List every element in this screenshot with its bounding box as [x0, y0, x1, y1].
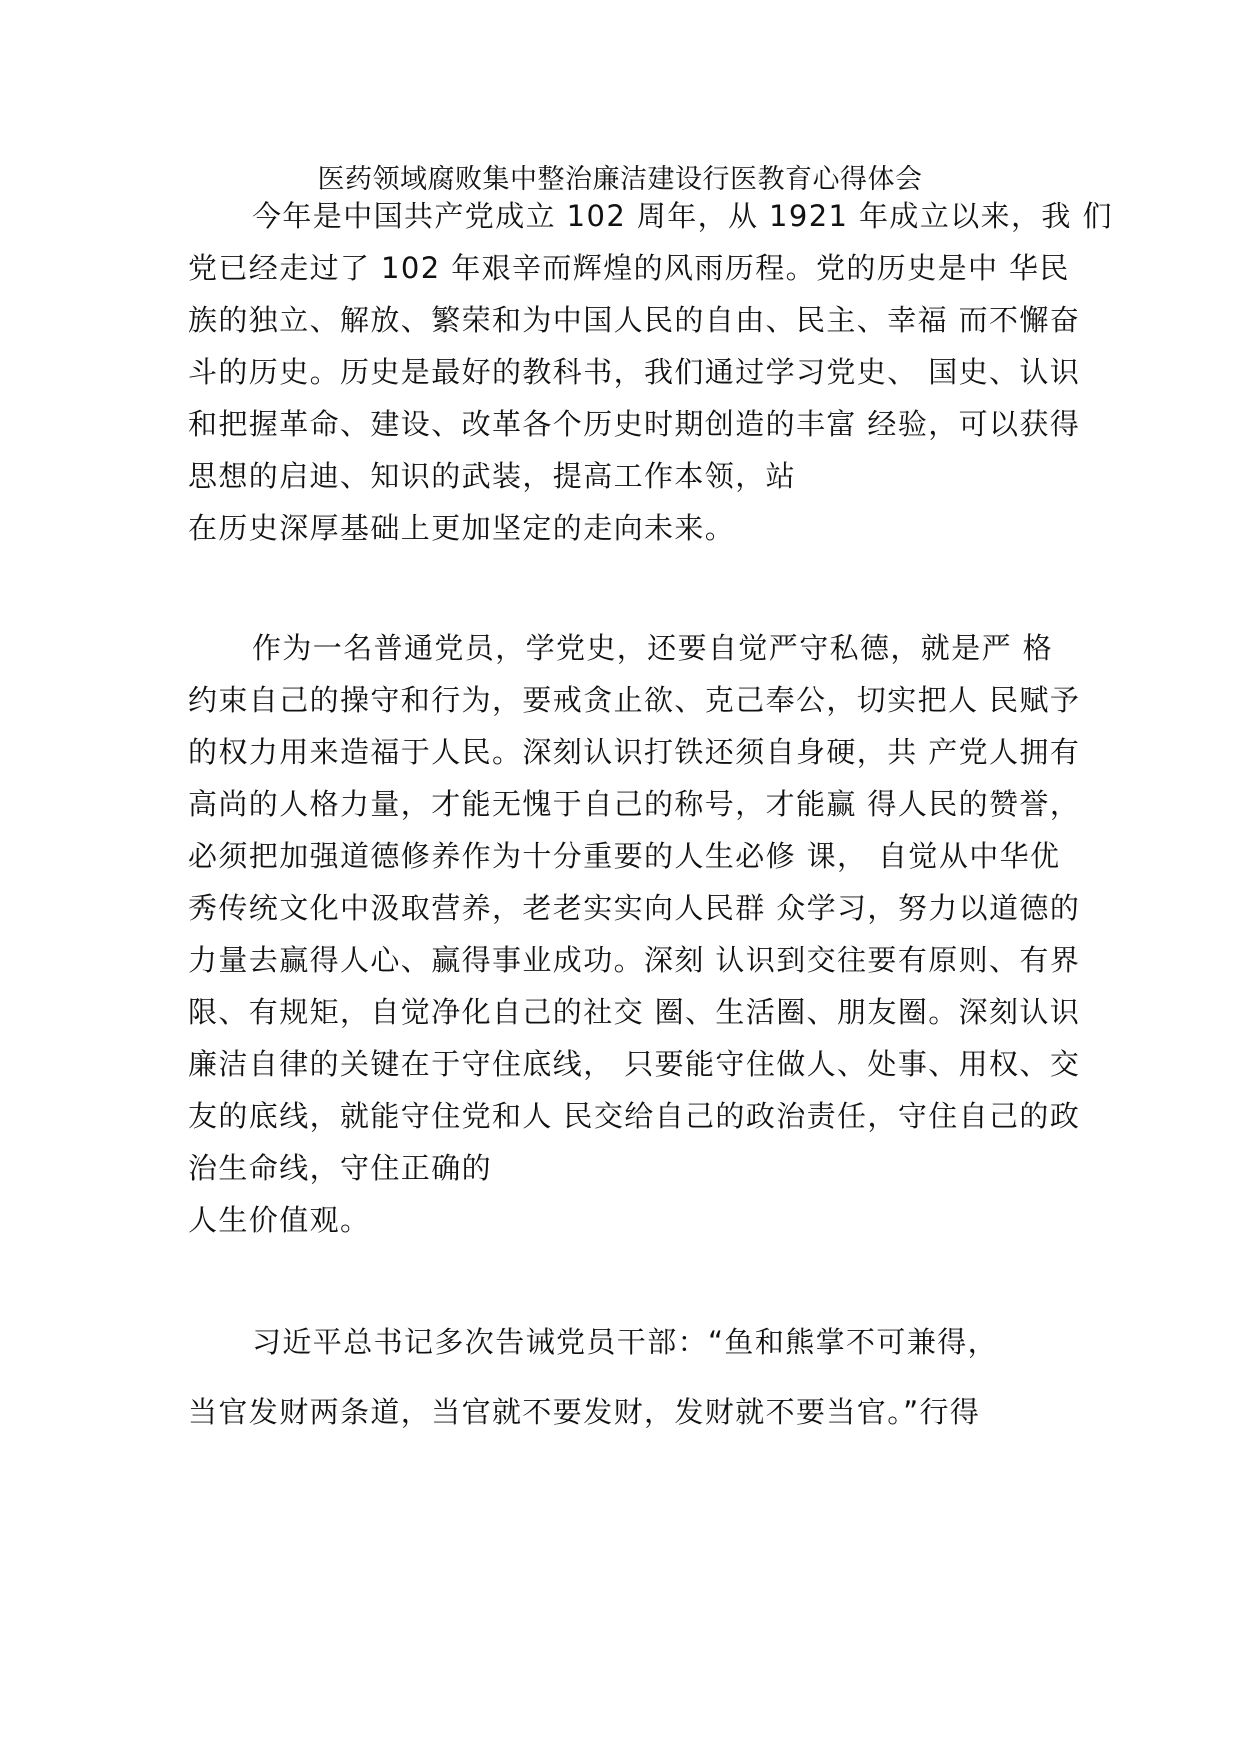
paragraph-2-line-4: 高尚的人格力量，才能无愧于自己的称号，才能赢 得人民的赞誉，: [188, 787, 1081, 821]
paragraph-1-line-5: 和把握革命、建设、改革各个历史时期创造的丰富 经验，可以获得: [188, 407, 1081, 441]
paragraph-1-line-4: 斗的历史。历史是最好的教科书，我们通过学习党史、 国史、认识: [188, 355, 1081, 389]
paragraph-2-line-7: 力量去赢得人心、赢得事业成功。深刻 认识到交往要有原则、有界: [188, 943, 1081, 977]
paragraph-3-line-2: 当官发财两条道，当官就不要发财，发财就不要当官。”行得: [188, 1395, 981, 1429]
paragraph-2-line-3: 的权力用来造福于人民。深刻认识打铁还须自身硬，共 产党人拥有: [188, 735, 1081, 769]
paragraph-1-line-2: 党已经走过了 102 年艰辛而辉煌的风雨历程。党的历史是中 华民: [188, 251, 1070, 285]
paragraph-2-line-2: 约束自己的操守和行为，要戒贪止欲、克己奉公，切实把人 民赋予: [188, 683, 1081, 717]
paragraph-1-line-3: 族的独立、解放、繁荣和为中国人民的自由、民主、幸福 而不懈奋: [188, 303, 1081, 337]
paragraph-2-line-1: 作为一名普通党员，学党史，还要自觉严守私德，就是严 格: [252, 631, 1054, 665]
paragraph-2-line-8: 限、有规矩，自觉净化自己的社交 圈、生活圈、朋友圈。深刻认识: [188, 995, 1081, 1029]
paragraph-3-line-1: 习近平总书记多次告诫党员干部：“鱼和熊掌不可兼得，: [252, 1325, 999, 1359]
paragraph-2-line-10: 友的底线，就能守住党和人 民交给自己的政治责任，守住自己的政: [188, 1099, 1081, 1133]
document-title: 医药领域腐败集中整治廉洁建设行医教育心得体会: [317, 164, 923, 195]
paragraph-2-line-12: 人生价值观。: [188, 1203, 371, 1237]
paragraph-2-line-11: 治生命线，守住正确的: [188, 1151, 493, 1185]
paragraph-2-line-5: 必须把加强道德修养作为十分重要的人生必修 课， 自觉从中华优: [188, 839, 1061, 873]
paragraph-2-line-9: 廉洁自律的关键在于守住底线， 只要能守住做人、处事、用权、交: [188, 1047, 1081, 1081]
paragraph-1-line-1: 今年是中国共产党成立 102 周年，从 1921 年成立以来，我 们: [252, 199, 1113, 233]
paragraph-2-line-6: 秀传统文化中汲取营养，老老实实向人民群 众学习，努力以道德的: [188, 891, 1081, 925]
paragraph-1-line-6: 思想的启迪、知识的武装，提高工作本领，站: [188, 459, 797, 493]
paragraph-1-line-7: 在历史深厚基础上更加坚定的走向未来。: [188, 511, 736, 545]
